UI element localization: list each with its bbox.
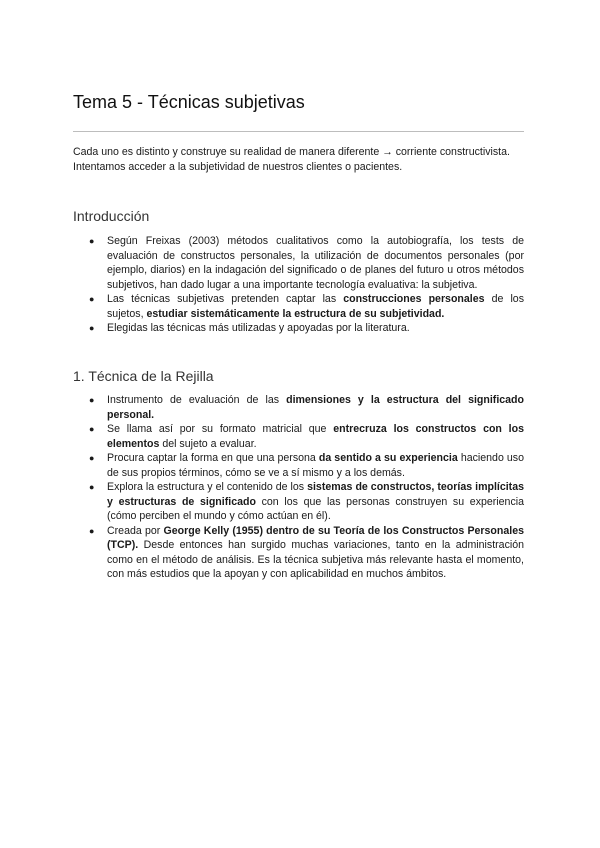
bullet-icon: ● [89,525,95,536]
intro-paragraph-1: Cada uno es distinto y construye su realidad de manera diferente → corriente constructivista. [73,146,510,158]
list-item: ● Procura captar la forma en que una persona da sentido a su experiencia haciendo uso de sus propios términos, cómo se ve a sí mismo y a los demás. [89,452,524,479]
list-item: ● Se llama así por su formato matricial que entrecruza los constructos con los elementos del sujeto a evaluar. [89,423,524,450]
page-title: Tema 5 - Técnicas subjetivas [73,92,305,112]
rejilla-list [73,393,524,582]
list-item: ● Elegidas las técnicas más utilizadas y apoyadas por la literatura. [89,322,410,334]
introduccion-list [73,234,524,336]
intro-paragraph-2: Intentamos acceder a la subjetividad de nuestros clientes o pacientes. [73,161,403,173]
bullet-icon: ● [89,424,95,434]
section-heading-rejilla: 1. Técnica de la Rejilla [73,368,214,384]
list-item: ● Instrumento de evaluación de las dimensiones y la estructura del significado personal. [89,394,524,421]
list-item: ● Según Freixas (2003) métodos cualitativos como la autobiografía, los tests de evaluación de constructos personales, la utilización de documentos personales (por ejemplo, diarios) en la indagación del significado o de planes del futuro u otros métodos subjetivos, han dado lugar a una importante tecnología evaluativa: la subjetiva. [89,235,524,291]
list-item: ● Explora la estructura y el contenido de los sistemas de constructos, teorías implícitas y estructuras de significado con los que las personas construyen su experiencia (cómo perciben el mundo y cómo actúan en él). [89,481,524,522]
bullet-icon: ● [89,482,95,492]
intro-paragraphs [73,145,524,175]
bullet-icon: ● [89,453,95,463]
list-item: ● Las técnicas subjetivas pretenden captar las construcciones personales de los sujetos, estudiar sistemáticamente la estructura de su subjetividad. [89,293,524,320]
bullet-icon: ● [89,294,95,304]
bullet-icon: ● [89,323,95,333]
bullet-icon: ● [89,236,95,246]
title-divider [73,131,524,132]
section-heading-introduccion: Introducción [73,208,150,224]
list-item: ● Creada por George Kelly (1955) dentro de su Teoría de los Constructos Personales (TCP). Desde entonces han surgido muchas variaciones, tanto en la administración como en el método de análisis. Es la técnica subjetiva más relevante hasta el momento, con más estudios que la apoyan y con aplicabilidad en muchos ámbitos. [89,524,524,580]
bullet-icon: ● [89,395,95,405]
